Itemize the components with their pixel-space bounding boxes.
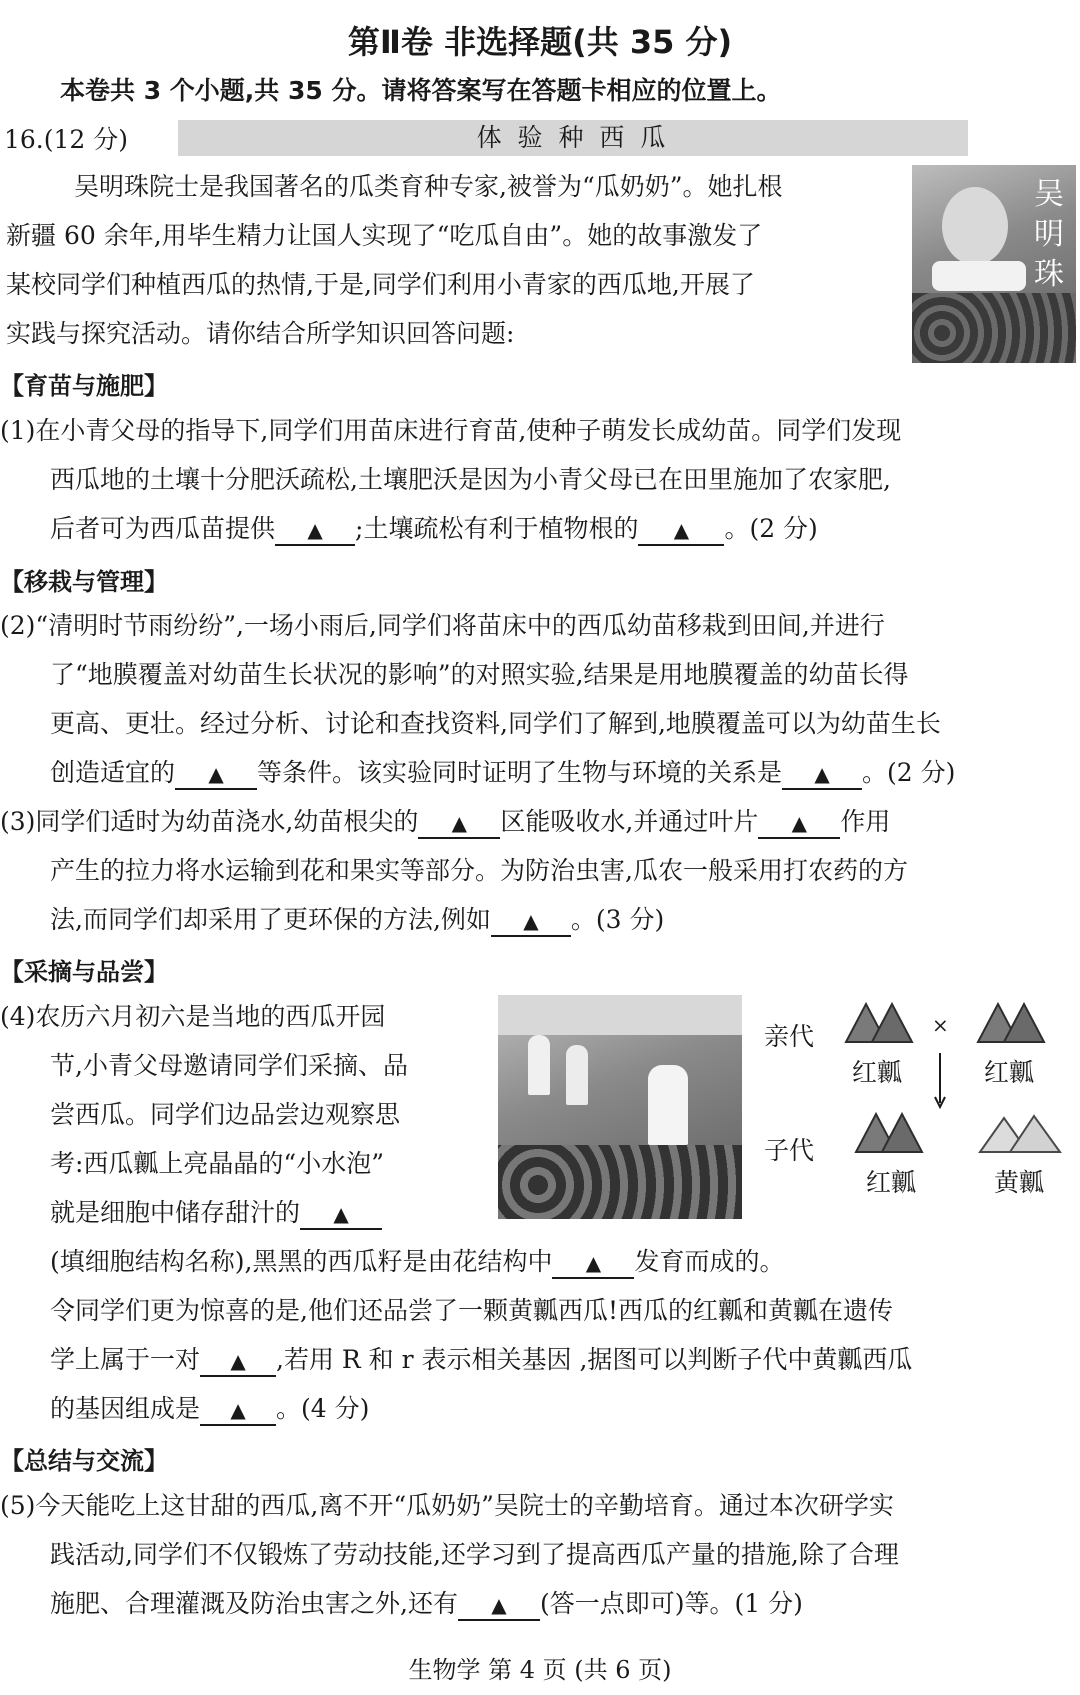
answer-blank-q4-2[interactable] bbox=[552, 1248, 634, 1279]
q1-line-2: 西瓜地的土壤十分肥沃疏松,土壤肥沃是因为小青父母已在田里施加了农家肥, bbox=[50, 465, 891, 494]
parent-2-phenotype: 红瓤 bbox=[984, 1058, 1035, 1087]
answer-blank-q3-3[interactable] bbox=[491, 906, 571, 937]
q2-line-1: (2)“清明时节雨纷纷”,一场小雨后,同学们将苗床中的西瓜幼苗移栽到田间,并进行 bbox=[0, 611, 885, 640]
question-number: 16.(12 分) bbox=[4, 125, 129, 154]
q4-text-g: 。(4 分) bbox=[276, 1394, 370, 1423]
q2-text-c: 。(2 分) bbox=[862, 758, 956, 787]
portrait-photo bbox=[912, 165, 1076, 363]
cross-symbol: × bbox=[932, 1013, 949, 1037]
section-heading-seedling: 【育苗与施肥】 bbox=[0, 372, 168, 400]
q3-line-1 bbox=[0, 806, 890, 839]
q2-line-4 bbox=[50, 757, 955, 790]
student-figure-3 bbox=[648, 1065, 688, 1145]
intro-line-2: 新疆 60 余年,用毕生精力让国人实现了“吃瓜自由”。她的故事激发了 bbox=[6, 221, 763, 250]
offspring-2-phenotype: 黄瓤 bbox=[994, 1168, 1045, 1197]
offspring-generation-label: 子代 bbox=[764, 1136, 815, 1165]
q1-text-b: ;土壤疏松有利于植物根的 bbox=[355, 514, 639, 543]
answer-blank-q4-4[interactable] bbox=[200, 1395, 276, 1426]
q4-text-c: 发育而成的。 bbox=[634, 1247, 785, 1276]
q5-line-2: 践活动,同学们不仅锻炼了劳动技能,还学习到了提高西瓜产量的措施,除了合理 bbox=[50, 1540, 899, 1569]
q2-text-b: 等条件。该实验同时证明了生物与环境的关系是 bbox=[257, 758, 783, 787]
offspring-1-phenotype: 红瓤 bbox=[866, 1168, 917, 1197]
q4-text-f: 的基因组成是 bbox=[50, 1394, 201, 1423]
q1-text-c: 。(2 分) bbox=[724, 514, 818, 543]
q5-line-3 bbox=[50, 1588, 803, 1621]
q4-line-3: 尝西瓜。同学们边品尝边观察思 bbox=[50, 1100, 401, 1129]
page-footer: 生物学 第 4 页 (共 6 页) bbox=[408, 1656, 672, 1684]
q1-line-3 bbox=[50, 513, 818, 546]
answer-blank-q5-1[interactable] bbox=[458, 1590, 540, 1621]
parent-melon-2-icon bbox=[974, 1000, 1050, 1046]
q5-text-a: 施肥、合理灌溉及防治虫害之外,还有 bbox=[50, 1589, 458, 1618]
genetics-diagram bbox=[754, 995, 1078, 1219]
answer-blank-q1-1[interactable] bbox=[275, 515, 355, 546]
answer-blank-q2-2[interactable] bbox=[782, 759, 862, 790]
watermelon-field bbox=[912, 293, 1076, 363]
q4-line-9 bbox=[50, 1393, 369, 1426]
q4-text-e: ,若用 R 和 r 表示相关基因 ,据图可以判断子代中黄瓤西瓜 bbox=[276, 1345, 913, 1374]
intro-line-3: 某校同学们种植西瓜的热情,于是,同学们利用小青家的西瓜地,开展了 bbox=[6, 270, 755, 299]
answer-blank-q4-3[interactable] bbox=[200, 1346, 276, 1377]
portrait-head bbox=[942, 187, 1008, 265]
answer-blank-q4-1[interactable] bbox=[300, 1199, 382, 1230]
student-figure-1 bbox=[528, 1035, 550, 1095]
q4-line-7: 令同学们更为惊喜的是,他们还品尝了一颗黄瓤西瓜!西瓜的红瓤和黄瓤在遗传 bbox=[50, 1296, 893, 1325]
q3-text-b: 区能吸收水,并通过叶片 bbox=[500, 807, 759, 836]
q5-text-b: (答一点即可)等。(1 分) bbox=[539, 1589, 803, 1618]
parent-generation-label: 亲代 bbox=[764, 1022, 815, 1051]
q5-line-1: (5)今天能吃上这甘甜的西瓜,离不开“瓜奶奶”吴院士的辛勤培育。通过本次研学实 bbox=[0, 1491, 894, 1520]
q4-text-a: 就是细胞中储存甜汁的 bbox=[50, 1198, 301, 1227]
q4-line-4: 考:西瓜瓤上亮晶晶的“小水泡” bbox=[50, 1149, 384, 1178]
q3-line-3 bbox=[50, 904, 664, 937]
q2-line-2: 了“地膜覆盖对幼苗生长状况的影响”的对照实验,结果是用地膜覆盖的幼苗长得 bbox=[50, 660, 909, 689]
photo-watermelons bbox=[498, 1145, 742, 1219]
section-heading-summary: 【总结与交流】 bbox=[0, 1447, 168, 1475]
q4-line-5 bbox=[50, 1197, 382, 1230]
instruction: 本卷共 3 个小题,共 35 分。请将答案写在答题卡相应的位置上。 bbox=[60, 76, 782, 105]
page-title: 第Ⅱ卷 非选择题(共 35 分) bbox=[347, 23, 733, 61]
parent-1-phenotype: 红瓤 bbox=[852, 1058, 903, 1087]
q3-line-2: 产生的拉力将水运输到花和果实等部分。为防治虫害,瓜农一般采用打农药的方 bbox=[50, 856, 908, 885]
q3-text-d: 法,而同学们却采用了更环保的方法,例如 bbox=[50, 905, 491, 934]
answer-blank-q3-2[interactable] bbox=[758, 808, 840, 839]
answer-blank-q3-1[interactable] bbox=[418, 808, 500, 839]
q4-line-6 bbox=[50, 1246, 784, 1279]
offspring-yellow-melon-icon bbox=[976, 1110, 1064, 1156]
q4-text-b: (填细胞结构名称),黑黑的西瓜籽是由花结构中 bbox=[50, 1247, 553, 1276]
q3-text-e: 。(3 分) bbox=[570, 905, 665, 934]
q4-text-d: 学上属于一对 bbox=[50, 1345, 201, 1374]
cross-arrow-icon bbox=[932, 1053, 948, 1109]
photo-sky bbox=[498, 995, 742, 1035]
answer-blank-q2-1[interactable] bbox=[175, 759, 257, 790]
q1-text-a: 后者可为西瓜苗提供 bbox=[50, 514, 276, 543]
student-figure-2 bbox=[566, 1045, 588, 1105]
q4-line-1: (4)农历六月初六是当地的西瓜开园 bbox=[0, 1002, 386, 1031]
q4-line-2: 节,小青父母邀请同学们采摘、品 bbox=[50, 1051, 408, 1080]
section-heading-harvest: 【采摘与品尝】 bbox=[0, 958, 168, 986]
q1-line-1: (1)在小青父母的指导下,同学们用苗床进行育苗,使种子萌发长成幼苗。同学们发现 bbox=[0, 416, 902, 445]
q3-text-c: 作用 bbox=[840, 807, 891, 836]
parent-melon-1-icon bbox=[842, 1000, 918, 1046]
banner-title: 体 验 种 西 瓜 bbox=[476, 123, 670, 152]
q3-text-a: (3)同学们适时为幼苗浇水,幼苗根尖的 bbox=[0, 807, 419, 836]
harvest-photo bbox=[498, 995, 742, 1219]
portrait-scarf bbox=[932, 261, 1026, 291]
q2-text-a: 创造适宜的 bbox=[50, 758, 176, 787]
q2-line-3: 更高、更壮。经过分析、讨论和查找资料,同学们了解到,地膜覆盖可以为幼苗生长 bbox=[50, 709, 941, 738]
portrait-calligraphy: 吴明珠 bbox=[1034, 177, 1064, 292]
title-banner bbox=[178, 120, 968, 156]
section-heading-transplant: 【移栽与管理】 bbox=[0, 568, 168, 596]
intro-line-4: 实践与探究活动。请你结合所学知识回答问题: bbox=[6, 319, 515, 348]
answer-blank-q1-2[interactable] bbox=[638, 515, 724, 546]
intro-line-1: 吴明珠院士是我国著名的瓜类育种专家,被誉为“瓜奶奶”。她扎根 bbox=[74, 172, 783, 201]
q4-line-8 bbox=[50, 1344, 912, 1377]
offspring-red-melon-icon bbox=[852, 1110, 928, 1156]
